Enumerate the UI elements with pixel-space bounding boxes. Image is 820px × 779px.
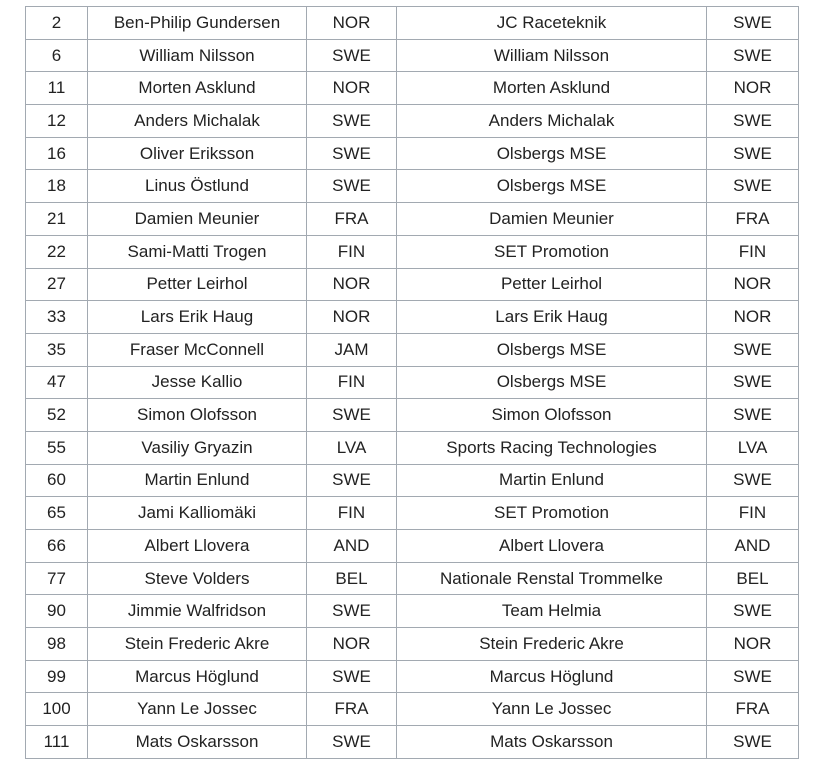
team-nationality-cell: SWE bbox=[707, 366, 799, 399]
entry-list-body bbox=[26, 7, 799, 759]
team-nationality-cell: FRA bbox=[707, 693, 799, 726]
driver-name-cell: Petter Leirhol bbox=[88, 268, 307, 301]
team-name-cell: William Nilsson bbox=[397, 39, 707, 72]
team-name-cell: Sports Racing Technologies bbox=[397, 431, 707, 464]
team-nationality-cell: SWE bbox=[707, 595, 799, 628]
driver-nationality-cell: FRA bbox=[307, 203, 397, 236]
driver-nationality-cell: NOR bbox=[307, 72, 397, 105]
driver-nationality-cell: LVA bbox=[307, 431, 397, 464]
driver-nationality-cell: FIN bbox=[307, 235, 397, 268]
table-row bbox=[26, 203, 799, 236]
team-name-cell: Olsbergs MSE bbox=[397, 137, 707, 170]
driver-name-cell: Lars Erik Haug bbox=[88, 301, 307, 334]
table-row bbox=[26, 497, 799, 530]
table-row bbox=[26, 333, 799, 366]
team-nationality-cell: SWE bbox=[707, 464, 799, 497]
driver-name-cell: Vasiliy Gryazin bbox=[88, 431, 307, 464]
table-row bbox=[26, 268, 799, 301]
car-number-cell: 99 bbox=[26, 660, 88, 693]
car-number-cell: 47 bbox=[26, 366, 88, 399]
driver-name-cell: Martin Enlund bbox=[88, 464, 307, 497]
team-name-cell: Damien Meunier bbox=[397, 203, 707, 236]
team-name-cell: Olsbergs MSE bbox=[397, 366, 707, 399]
team-name-cell: Nationale Renstal Trommelke bbox=[397, 562, 707, 595]
table-row bbox=[26, 170, 799, 203]
team-nationality-cell: AND bbox=[707, 530, 799, 563]
driver-name-cell: Stein Frederic Akre bbox=[88, 628, 307, 661]
driver-nationality-cell: JAM bbox=[307, 333, 397, 366]
car-number-cell: 55 bbox=[26, 431, 88, 464]
driver-nationality-cell: NOR bbox=[307, 7, 397, 40]
car-number-cell: 22 bbox=[26, 235, 88, 268]
driver-name-cell: Linus Östlund bbox=[88, 170, 307, 203]
team-name-cell: Lars Erik Haug bbox=[397, 301, 707, 334]
team-nationality-cell: NOR bbox=[707, 268, 799, 301]
team-name-cell: Martin Enlund bbox=[397, 464, 707, 497]
driver-nationality-cell: BEL bbox=[307, 562, 397, 595]
table-row bbox=[26, 628, 799, 661]
driver-name-cell: Ben-Philip Gundersen bbox=[88, 7, 307, 40]
car-number-cell: 12 bbox=[26, 105, 88, 138]
table-row bbox=[26, 726, 799, 759]
driver-nationality-cell: SWE bbox=[307, 660, 397, 693]
driver-nationality-cell: FIN bbox=[307, 366, 397, 399]
driver-name-cell: Mats Oskarsson bbox=[88, 726, 307, 759]
table-row bbox=[26, 39, 799, 72]
driver-name-cell: Damien Meunier bbox=[88, 203, 307, 236]
driver-nationality-cell: NOR bbox=[307, 268, 397, 301]
team-nationality-cell: SWE bbox=[707, 39, 799, 72]
driver-nationality-cell: SWE bbox=[307, 595, 397, 628]
team-name-cell: Anders Michalak bbox=[397, 105, 707, 138]
car-number-cell: 35 bbox=[26, 333, 88, 366]
table-row bbox=[26, 235, 799, 268]
car-number-cell: 100 bbox=[26, 693, 88, 726]
team-name-cell: Morten Asklund bbox=[397, 72, 707, 105]
team-name-cell: JC Raceteknik bbox=[397, 7, 707, 40]
team-name-cell: Petter Leirhol bbox=[397, 268, 707, 301]
team-name-cell: Mats Oskarsson bbox=[397, 726, 707, 759]
table-row bbox=[26, 431, 799, 464]
car-number-cell: 65 bbox=[26, 497, 88, 530]
car-number-cell: 27 bbox=[26, 268, 88, 301]
table-row bbox=[26, 530, 799, 563]
team-nationality-cell: SWE bbox=[707, 399, 799, 432]
entry-list-table bbox=[25, 6, 799, 759]
car-number-cell: 111 bbox=[26, 726, 88, 759]
team-name-cell: Marcus Höglund bbox=[397, 660, 707, 693]
car-number-cell: 66 bbox=[26, 530, 88, 563]
car-number-cell: 52 bbox=[26, 399, 88, 432]
driver-name-cell: Steve Volders bbox=[88, 562, 307, 595]
driver-name-cell: Fraser McConnell bbox=[88, 333, 307, 366]
driver-nationality-cell: NOR bbox=[307, 301, 397, 334]
driver-nationality-cell: NOR bbox=[307, 628, 397, 661]
table-row bbox=[26, 562, 799, 595]
driver-name-cell: Oliver Eriksson bbox=[88, 137, 307, 170]
table-row bbox=[26, 693, 799, 726]
team-nationality-cell: NOR bbox=[707, 628, 799, 661]
table-row bbox=[26, 72, 799, 105]
car-number-cell: 6 bbox=[26, 39, 88, 72]
team-nationality-cell: SWE bbox=[707, 137, 799, 170]
team-name-cell: SET Promotion bbox=[397, 497, 707, 530]
team-nationality-cell: FIN bbox=[707, 497, 799, 530]
team-nationality-cell: NOR bbox=[707, 72, 799, 105]
car-number-cell: 2 bbox=[26, 7, 88, 40]
team-name-cell: Olsbergs MSE bbox=[397, 170, 707, 203]
driver-name-cell: Yann Le Jossec bbox=[88, 693, 307, 726]
driver-name-cell: Jimmie Walfridson bbox=[88, 595, 307, 628]
car-number-cell: 98 bbox=[26, 628, 88, 661]
team-nationality-cell: SWE bbox=[707, 333, 799, 366]
driver-nationality-cell: SWE bbox=[307, 137, 397, 170]
car-number-cell: 18 bbox=[26, 170, 88, 203]
team-name-cell: Stein Frederic Akre bbox=[397, 628, 707, 661]
car-number-cell: 77 bbox=[26, 562, 88, 595]
team-nationality-cell: SWE bbox=[707, 7, 799, 40]
driver-name-cell: Marcus Höglund bbox=[88, 660, 307, 693]
table-row bbox=[26, 464, 799, 497]
driver-name-cell: William Nilsson bbox=[88, 39, 307, 72]
table-row bbox=[26, 366, 799, 399]
team-nationality-cell: NOR bbox=[707, 301, 799, 334]
team-name-cell: Olsbergs MSE bbox=[397, 333, 707, 366]
team-name-cell: Yann Le Jossec bbox=[397, 693, 707, 726]
team-nationality-cell: SWE bbox=[707, 726, 799, 759]
driver-nationality-cell: SWE bbox=[307, 399, 397, 432]
driver-name-cell: Jami Kalliomäki bbox=[88, 497, 307, 530]
driver-nationality-cell: SWE bbox=[307, 170, 397, 203]
team-nationality-cell: FIN bbox=[707, 235, 799, 268]
team-nationality-cell: SWE bbox=[707, 105, 799, 138]
driver-name-cell: Jesse Kallio bbox=[88, 366, 307, 399]
table-row bbox=[26, 7, 799, 40]
team-nationality-cell: LVA bbox=[707, 431, 799, 464]
car-number-cell: 33 bbox=[26, 301, 88, 334]
team-nationality-cell: BEL bbox=[707, 562, 799, 595]
team-name-cell: SET Promotion bbox=[397, 235, 707, 268]
table-row bbox=[26, 137, 799, 170]
team-name-cell: Albert Llovera bbox=[397, 530, 707, 563]
car-number-cell: 16 bbox=[26, 137, 88, 170]
driver-name-cell: Sami-Matti Trogen bbox=[88, 235, 307, 268]
driver-name-cell: Simon Olofsson bbox=[88, 399, 307, 432]
driver-nationality-cell: SWE bbox=[307, 39, 397, 72]
driver-name-cell: Albert Llovera bbox=[88, 530, 307, 563]
entry-list-table-container bbox=[25, 6, 798, 759]
driver-nationality-cell: FRA bbox=[307, 693, 397, 726]
table-row bbox=[26, 399, 799, 432]
driver-name-cell: Anders Michalak bbox=[88, 105, 307, 138]
driver-nationality-cell: FIN bbox=[307, 497, 397, 530]
car-number-cell: 90 bbox=[26, 595, 88, 628]
driver-nationality-cell: AND bbox=[307, 530, 397, 563]
car-number-cell: 21 bbox=[26, 203, 88, 236]
car-number-cell: 11 bbox=[26, 72, 88, 105]
team-nationality-cell: SWE bbox=[707, 660, 799, 693]
driver-nationality-cell: SWE bbox=[307, 105, 397, 138]
driver-nationality-cell: SWE bbox=[307, 726, 397, 759]
table-row bbox=[26, 301, 799, 334]
team-nationality-cell: FRA bbox=[707, 203, 799, 236]
table-row bbox=[26, 595, 799, 628]
table-row bbox=[26, 660, 799, 693]
team-nationality-cell: SWE bbox=[707, 170, 799, 203]
car-number-cell: 60 bbox=[26, 464, 88, 497]
driver-nationality-cell: SWE bbox=[307, 464, 397, 497]
table-row bbox=[26, 105, 799, 138]
team-name-cell: Simon Olofsson bbox=[397, 399, 707, 432]
team-name-cell: Team Helmia bbox=[397, 595, 707, 628]
driver-name-cell: Morten Asklund bbox=[88, 72, 307, 105]
